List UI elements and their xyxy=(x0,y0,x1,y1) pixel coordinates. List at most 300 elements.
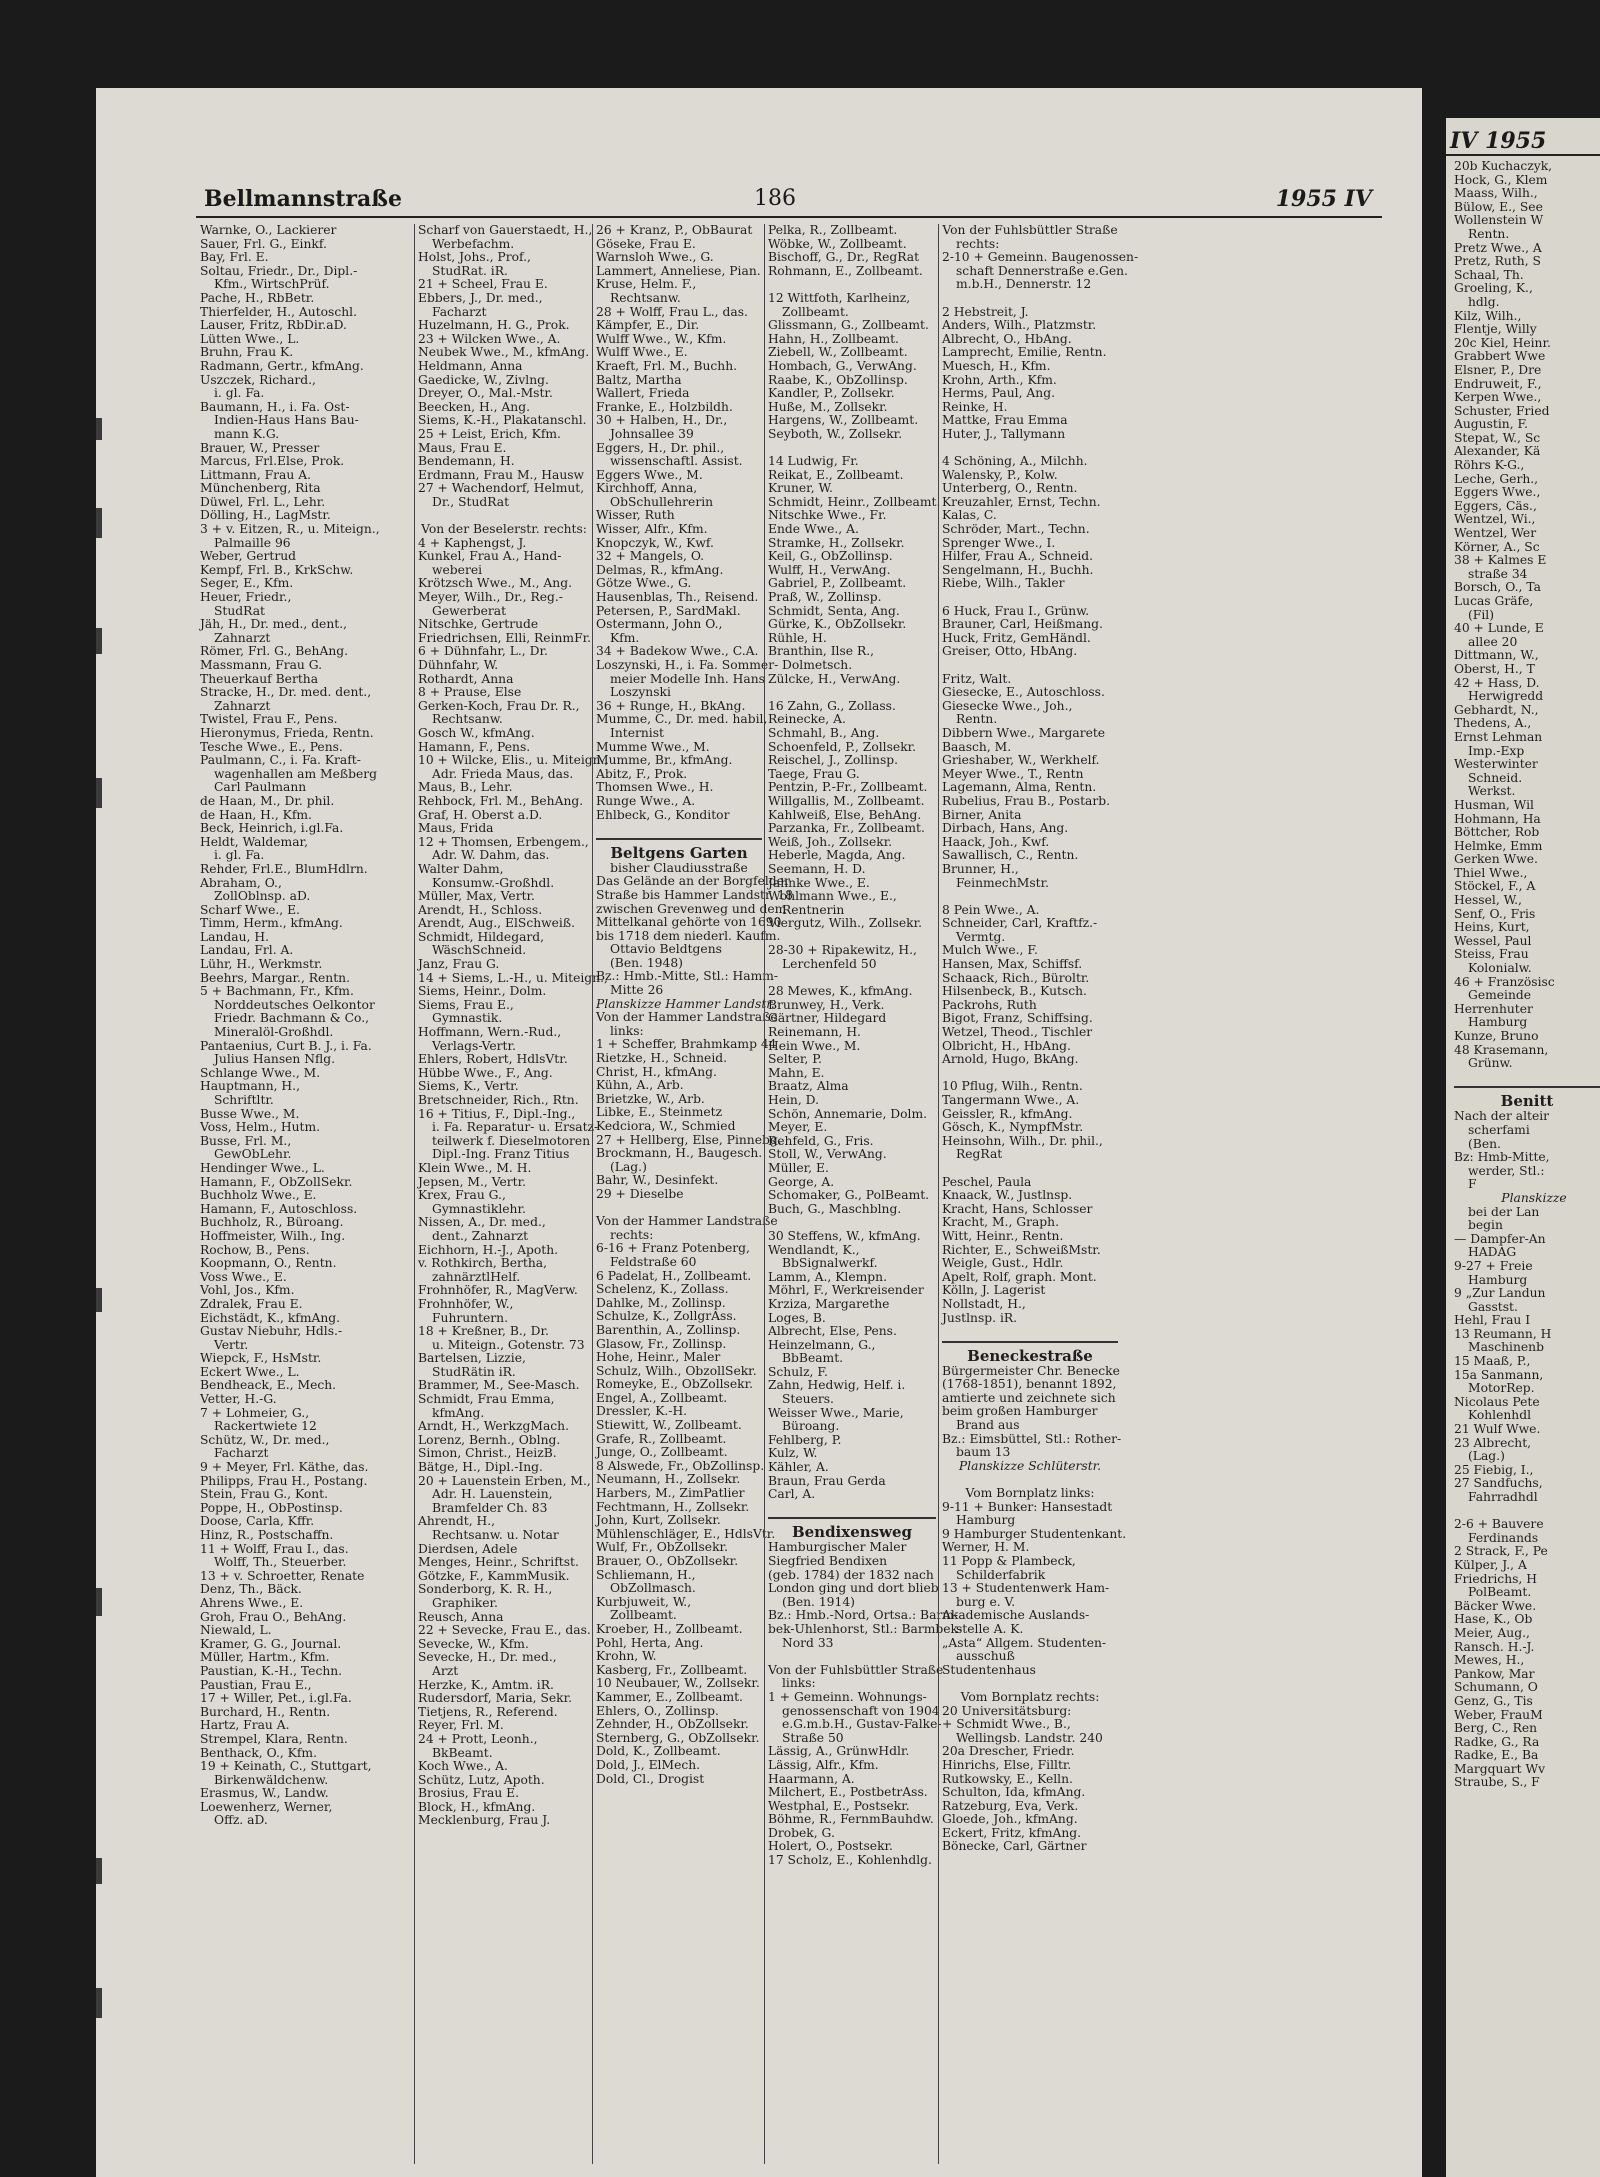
directory-entry: Zdralek, Frau E. xyxy=(200,1296,303,1311)
column-2 xyxy=(418,223,609,2164)
directory-entry: Witt, Heinr., Rentn. xyxy=(942,1228,1064,1243)
margin-mark xyxy=(96,418,102,440)
street-section-heading: Bendixensweg xyxy=(768,1517,936,1541)
directory-entry: Gymnastik. xyxy=(432,1011,503,1026)
directory-entry: 20b Kuchaczyk, xyxy=(1454,159,1553,173)
directory-entry: Studentenhaus xyxy=(942,1662,1036,1677)
directory-entry: Bönecke, Carl, Gärtner xyxy=(942,1839,1087,1854)
directory-entry: Ehlers, O., Zollinsp. xyxy=(596,1703,719,1718)
directory-entry: Fuhruntern. xyxy=(432,1310,509,1325)
directory-entry: Schmidt, Senta, Ang. xyxy=(768,603,900,618)
directory-entry: Schneider, Carl, Kraftfz.- xyxy=(942,916,1098,931)
directory-entry: 11 + Wolff, Frau I., das. xyxy=(200,1541,349,1556)
directory-entry: Huck, Fritz, GemHändl. xyxy=(942,630,1091,645)
directory-entry xyxy=(768,1650,936,1664)
directory-entry: Thiel Wwe., xyxy=(1454,865,1528,880)
directory-entry: Kreuzahler, Ernst, Techn. xyxy=(942,494,1101,509)
directory-entry: Rühle, H. xyxy=(768,630,827,645)
directory-entry: Heldmann, Anna xyxy=(418,358,523,373)
street-section-heading: Benitt xyxy=(1454,1086,1600,1110)
directory-entry: Voss, Helm., Hutm. xyxy=(200,1120,321,1135)
directory-entry: Stöckel, F., A xyxy=(1454,879,1536,894)
directory-entry: Seyboth, W., Zollsekr. xyxy=(768,426,903,441)
directory-entry: Krohn, Arth., Kfm. xyxy=(942,372,1057,387)
directory-entry: bis 1718 dem niederl. Kaufm. xyxy=(596,928,781,943)
directory-entry: Gewerberat xyxy=(432,603,507,618)
directory-entry: Krötzsch Wwe., M., Ang. xyxy=(418,576,572,591)
directory-entry: Mecklenburg, Frau J. xyxy=(418,1813,551,1828)
directory-entry: Pohl, Herta, Ang. xyxy=(596,1635,704,1650)
directory-entry: Thedens, A., xyxy=(1454,716,1532,731)
directory-entry: Dierdsen, Adele xyxy=(418,1541,518,1556)
directory-entry: Vohl, Jos., Kfm. xyxy=(200,1283,295,1298)
directory-entry: Sawallisch, C., Rentn. xyxy=(942,848,1079,863)
directory-entry: 16 + Titius, F., Dipl.-Ing., xyxy=(418,1106,576,1121)
directory-entry: Bäcker Wwe. xyxy=(1454,1598,1537,1613)
directory-entry: Zahnarzt xyxy=(214,630,271,645)
directory-entry: Gärtner, Hildegard xyxy=(768,1011,887,1026)
directory-entry: Frohnhöfer, W., xyxy=(418,1296,514,1311)
directory-entry: Nicolaus Pete xyxy=(1454,1394,1540,1409)
directory-entry: Gustav Niebuhr, Hdls.- xyxy=(200,1324,343,1339)
directory-entry: Heldt, Waldemar, xyxy=(200,834,308,849)
street-section-heading: Beltgens Garten xyxy=(596,838,762,862)
directory-entry: Herms, Paul, Ang. xyxy=(942,386,1055,401)
directory-entry: Oberst, H., T xyxy=(1454,661,1535,676)
directory-entry: Neumann, H., Zollsekr. xyxy=(596,1472,741,1487)
directory-entry: Schelenz, K., Zollass. xyxy=(596,1282,729,1297)
directory-entry: Mumme, C., Dr. med. habil, xyxy=(596,712,768,727)
directory-entry: GewObLehr. xyxy=(214,1147,292,1162)
directory-entry: Grafe, R., Zollbeamt. xyxy=(596,1431,727,1446)
directory-entry: Arnold, Hugo, BkAng. xyxy=(942,1052,1079,1067)
directory-entry: Hoffmann, Wern.-Rud., xyxy=(418,1025,562,1040)
directory-entry: Baasch, M. xyxy=(942,739,1012,754)
directory-entry xyxy=(942,1162,1118,1176)
directory-entry: Facharzt xyxy=(214,1446,269,1461)
directory-entry: Pantaenius, Curt B. J., i. Fa. xyxy=(200,1038,372,1053)
directory-entry xyxy=(942,1067,1118,1081)
directory-entry: Hombach, G., VerwAng. xyxy=(768,358,917,373)
directory-entry: Gerken Wwe. xyxy=(1454,852,1538,867)
directory-entry: Meyer, E. xyxy=(768,1120,828,1135)
directory-entry: 28 Mewes, K., kfmAng. xyxy=(768,984,913,999)
directory-entry: Elsner, P., Dre xyxy=(1454,362,1542,377)
directory-entry: hdlg. xyxy=(1468,294,1500,309)
column-divider xyxy=(938,224,939,2164)
directory-entry: Pankow, Mar xyxy=(1454,1666,1535,1681)
directory-entry: Grünw. xyxy=(1468,1056,1513,1071)
directory-entry: FeinmechMstr. xyxy=(956,875,1050,890)
directory-entry: bei der Lan xyxy=(1468,1204,1540,1219)
directory-entry: Nollstadt, H., xyxy=(942,1296,1026,1311)
directory-entry xyxy=(942,591,1118,605)
directory-entry: 7 + Lohmeier, G., xyxy=(200,1405,310,1420)
directory-entry: Rutkowsky, E., Kelln. xyxy=(942,1771,1073,1786)
directory-entry xyxy=(942,659,1118,673)
directory-entry: Krziza, Margarethe xyxy=(768,1296,890,1311)
directory-entry: de Haan, H., Kfm. xyxy=(200,807,312,822)
directory-entry: Ernst Lehman xyxy=(1454,729,1543,744)
directory-entry: Hinz, R., Postschaffn. xyxy=(200,1528,334,1542)
directory-entry: teilwerk f. Dieselmotoren xyxy=(432,1133,591,1148)
directory-entry: Kfm. xyxy=(610,630,640,645)
directory-entry: Philipps, Frau H., Postang. xyxy=(200,1473,368,1488)
directory-entry: „Asta“ Allgem. Studenten- xyxy=(942,1635,1107,1650)
directory-entry: Theuerkauf Bertha xyxy=(200,671,319,686)
directory-entry: Huzelmann, H. G., Prok. xyxy=(418,318,570,333)
directory-entry: Werner, H. M. xyxy=(942,1540,1030,1555)
directory-entry: i. gl. Fa. xyxy=(214,848,265,863)
directory-entry: Grieshaber, W., Werkhelf. xyxy=(942,753,1100,768)
directory-entry: Hohe, Heinr., Maler xyxy=(596,1350,721,1365)
directory-entry: Strempel, Klara, Rentn. xyxy=(200,1731,348,1746)
directory-entry: 15a Sanmann, xyxy=(1454,1367,1544,1382)
directory-entry: Nach der alteir xyxy=(1454,1109,1550,1124)
directory-entry: 34 + Badekow Wwe., C.A. xyxy=(596,644,759,659)
directory-entry: Timm, Herm., kfmAng. xyxy=(200,916,343,931)
directory-entry: 22 + Sevecke, Frau E., das. xyxy=(418,1623,591,1638)
directory-entry: Bruhn, Frau K. xyxy=(200,345,294,360)
directory-entry: Alexander, Kä xyxy=(1454,444,1541,459)
directory-entry: StudRat xyxy=(214,603,265,618)
directory-entry: Von der Fuhlsbüttler Straße xyxy=(768,1662,944,1677)
directory-entry: BbSignalwerkf. xyxy=(782,1256,878,1271)
directory-entry: 28 + Wolff, Frau L., das. xyxy=(596,304,748,319)
volume: IV xyxy=(1344,186,1372,212)
directory-entry: Lucas Gräfe, xyxy=(1454,594,1534,608)
directory-entry: Herzke, K., Amtm. iR. xyxy=(418,1677,554,1692)
directory-entry: bisher Claudiusstraße xyxy=(610,860,748,875)
directory-entry: Parzanka, Fr., Zollbeamt. xyxy=(768,821,925,836)
directory-entry: Lässig, A., GrünwHdlr. xyxy=(768,1744,910,1759)
directory-entry: Eggers, H., Dr. phil., xyxy=(596,440,725,455)
directory-entry: StudRat. iR. xyxy=(432,263,508,278)
directory-entry: burg e. V. xyxy=(956,1594,1016,1609)
directory-entry: Holert, O., Postsekr. xyxy=(768,1839,893,1854)
directory-entry: Zülcke, H., VerwAng. xyxy=(768,671,901,686)
directory-entry: Rubelius, Frau B., Postarb. xyxy=(942,793,1110,808)
directory-entry: Schaal, Th. xyxy=(1454,267,1524,282)
directory-entry: Herrenhuter xyxy=(1454,1001,1533,1016)
directory-entry: Rohmann, E., Zollbeamt. xyxy=(768,263,923,278)
directory-entry: Kulz, W. xyxy=(768,1446,818,1461)
directory-entry: Gürke, K., ObZollsekr. xyxy=(768,617,907,632)
directory-entry: Von der Fuhlsbüttler Straße xyxy=(942,223,1118,237)
directory-entry: 2 Strack, F., Pe xyxy=(1454,1544,1548,1559)
directory-entry: Uszczek, Richard., xyxy=(200,372,316,387)
directory-entry: Siegfried Bendixen xyxy=(768,1554,888,1568)
directory-entry: 8 Alswede, Fr., ObZollinsp. xyxy=(596,1458,765,1473)
margin-mark xyxy=(96,778,102,808)
directory-entry: Warnsloh Wwe., G. xyxy=(596,250,714,265)
directory-entry: Lorenz, Bernh., Oblng. xyxy=(418,1432,561,1447)
directory-entry: 4 Schöning, A., Milchh. xyxy=(942,454,1088,469)
directory-entry xyxy=(768,686,936,700)
directory-entry: 30 + Halben, H., Dr., xyxy=(596,413,728,428)
directory-entry: Vermtg. xyxy=(956,929,1006,944)
directory-entry: Reikat, E., Zollbeamt. xyxy=(768,467,904,482)
directory-entry: Dipl.-Ing. Franz Titius xyxy=(432,1147,570,1162)
directory-entry: Bätge, H., Dipl.-Ing. xyxy=(418,1460,543,1475)
directory-entry: Genz, G., Tis xyxy=(1454,1693,1533,1708)
directory-entry: Milchert, E., PostbetrAss. xyxy=(768,1785,928,1800)
directory-entry: Ende Wwe., A. xyxy=(768,522,859,537)
directory-entry: Palmaille 96 xyxy=(214,535,291,550)
directory-entry: George, A. xyxy=(768,1174,835,1189)
directory-entry: Gasstst. xyxy=(1468,1299,1518,1314)
directory-entry: 9 Hamburger Studentenkant. xyxy=(942,1526,1127,1541)
directory-entry: Külper, J., A xyxy=(1454,1557,1527,1572)
directory-entry: Doose, Carla, Kffr. xyxy=(200,1514,315,1529)
directory-entry: Ferdinands xyxy=(1468,1530,1539,1545)
directory-entry: Glissmann, G., Zollbeamt. xyxy=(768,318,929,333)
directory-entry: Wulff Wwe., W., Kfm. xyxy=(596,331,727,346)
directory-entry: Gabriel, P., Zollbeamt. xyxy=(768,576,907,591)
directory-entry: scherfami xyxy=(1468,1122,1530,1137)
directory-entry: Lamprecht, Emilie, Rentn. xyxy=(942,345,1107,360)
directory-entry: StudRätin iR. xyxy=(432,1364,516,1379)
directory-entry: Groeling, K., xyxy=(1454,281,1533,296)
directory-entry: Knaack, W., Justlnsp. xyxy=(942,1188,1073,1203)
directory-entry: Jäh, H., Dr. med., dent., xyxy=(200,617,348,632)
directory-entry: Hamann, F., Pens. xyxy=(418,739,531,754)
directory-entry: Delmas, R., kfmAng. xyxy=(596,562,724,577)
directory-entry xyxy=(942,1677,1118,1691)
directory-entry: WäschSchneid. xyxy=(432,943,527,958)
directory-entry: Voss Wwe., E. xyxy=(200,1269,287,1284)
directory-entry: Nord 33 xyxy=(782,1635,834,1650)
directory-entry: Hauptmann, H., xyxy=(200,1079,300,1094)
directory-entry: 2-10 + Gemeinn. Baugenossen- xyxy=(942,250,1139,265)
directory-entry: 13 + Studentenwerk Ham- xyxy=(942,1581,1110,1596)
directory-entry: Zollbeamt. xyxy=(610,1608,677,1623)
directory-entry: Kandler, P., Zollsekr. xyxy=(768,386,895,401)
directory-entry: 48 Krasemann, xyxy=(1454,1042,1549,1057)
directory-entry: Dolmetsch. xyxy=(782,658,853,672)
directory-entry: Dold, J., ElMech. xyxy=(596,1757,701,1772)
directory-entry: 29 + Dieselbe xyxy=(596,1186,684,1201)
column-divider xyxy=(414,224,415,2164)
directory-entry: 6 + Dühnfahr, L., Dr. xyxy=(418,644,548,659)
directory-entry: Von der Hammer Landstraße xyxy=(596,1214,778,1229)
directory-entry: Schriftltr. xyxy=(214,1093,274,1107)
directory-entry: Huter, J., Tallymann xyxy=(942,426,1066,441)
directory-entry: Bartelsen, Lizzie, xyxy=(418,1351,526,1366)
directory-entry: Barenthin, A., Zollinsp. xyxy=(596,1322,741,1337)
adjacent-page xyxy=(1446,118,1600,2177)
directory-entry: Dühnfahr, W. xyxy=(418,658,499,672)
directory-entry: 25 + Leist, Erich, Kfm. xyxy=(418,426,561,441)
directory-entry: Reusch, Anna xyxy=(418,1609,504,1624)
directory-entry: Konsumw.-Großhdl. xyxy=(432,875,555,890)
directory-entry: Göseke, Frau E. xyxy=(596,236,696,251)
directory-entry: rechts: xyxy=(610,1227,654,1242)
directory-entry: Lässig, Alfr., Kfm. xyxy=(768,1757,879,1772)
directory-entry xyxy=(768,1216,936,1230)
directory-entry: 40 + Lunde, E xyxy=(1454,621,1544,636)
directory-entry: Hein, D. xyxy=(768,1093,820,1107)
directory-entry: Christ, H., kfmAng. xyxy=(596,1064,717,1079)
directory-entry: Wulff, H., VerwAng. xyxy=(768,562,891,577)
directory-entry: 5 + Bachmann, Fr., Kfm. xyxy=(200,984,354,999)
directory-entry: Margquart Wv xyxy=(1454,1761,1546,1776)
directory-entry: Eggers, Cäs., xyxy=(1454,498,1537,513)
header-rule xyxy=(196,216,1382,218)
directory-entry: 2 Hebstreit, J. xyxy=(942,304,1029,319)
page-header xyxy=(96,186,1422,216)
directory-entry: Ehlbeck, G., Konditor xyxy=(596,807,730,822)
directory-entry xyxy=(768,972,936,986)
directory-entry: 6 Huck, Frau I., Grünw. xyxy=(942,603,1090,618)
directory-entry: Brietzke, W., Arb. xyxy=(596,1091,705,1106)
directory-entry: Kämpfer, E., Dir. xyxy=(596,318,700,333)
directory-entry: Viergutz, Wilh., Zollsekr. xyxy=(768,916,923,931)
directory-entry: Kilz, Wilh., xyxy=(1454,308,1522,323)
directory-entry: Klein Wwe., M. H. xyxy=(418,1160,532,1175)
directory-entry: Feldstraße 60 xyxy=(610,1254,697,1269)
directory-entry: Schön, Annemarie, Dolm. xyxy=(768,1106,928,1121)
adjacent-page-header: IV 1955 xyxy=(1450,128,1547,154)
directory-entry: Münchenberg, Rita xyxy=(200,481,321,496)
directory-entry: Brammer, M., See-Masch. xyxy=(418,1378,580,1393)
directory-entry: Warnke, O., Lackierer xyxy=(200,223,337,237)
directory-entry: Dirbach, Hans, Ang. xyxy=(942,821,1069,836)
directory-entry: Westphal, E., Postsekr. xyxy=(768,1798,910,1813)
directory-entry: Steuers. xyxy=(782,1392,834,1407)
directory-entry: Schuster, Fried xyxy=(1454,403,1550,418)
directory-entry: 17 Scholz, E., Kohlenhdlg. xyxy=(768,1853,932,1868)
directory-entry: beim großen Hamburger xyxy=(942,1404,1098,1419)
directory-entry: Friedrichs, H xyxy=(1454,1571,1537,1586)
directory-entry: Lütten Wwe., L. xyxy=(200,331,300,346)
directory-entry: Scharf von Gauerstaedt, H., xyxy=(418,223,593,237)
directory-entry: 9 „Zur Landun xyxy=(1454,1286,1546,1301)
directory-entry: Braatz, Alma xyxy=(768,1079,849,1094)
directory-entry: Imp.-Exp xyxy=(1468,743,1525,758)
directory-entry: Wulff Wwe., E. xyxy=(596,345,688,360)
directory-entry: Ahrendt, H., xyxy=(418,1514,496,1529)
directory-entry: Landau, Frl. A. xyxy=(200,943,294,958)
directory-entry: begin xyxy=(1468,1218,1503,1233)
directory-entry: Twistel, Frau F., Pens. xyxy=(200,712,338,727)
directory-entry: Haack, Joh., Kwf. xyxy=(942,834,1050,849)
directory-entry: links: xyxy=(610,1023,644,1038)
directory-entry: Möhrl, F., Werkreisender xyxy=(768,1283,924,1298)
directory-entry: Mattke, Frau Emma xyxy=(942,413,1068,428)
year: 1955 xyxy=(1275,186,1337,212)
directory-entry: Sonderborg, K. R. H., xyxy=(418,1582,553,1597)
directory-entry: Rochow, B., Pens. xyxy=(200,1242,310,1257)
directory-entry: Bischoff, G., Dr., RegRat xyxy=(768,250,920,265)
directory-entry: 1 + Scheffer, Brahmkamp 44 xyxy=(596,1037,777,1052)
directory-entry: Gemeinde xyxy=(1468,988,1532,1003)
directory-entry: Loszynski xyxy=(610,685,671,700)
directory-entry: Petersen, P., SardMakl. xyxy=(596,603,741,618)
directory-entry: Heins, Kurt, xyxy=(1454,920,1530,935)
directory-entry: Nissen, A., Dr. med., xyxy=(418,1215,546,1230)
directory-entry: RegRat xyxy=(956,1147,1003,1162)
margin-mark xyxy=(96,628,102,654)
directory-entry: Fechtmann, H., Zollsekr. xyxy=(596,1499,750,1514)
directory-entry: Hendinger Wwe., L. xyxy=(200,1160,325,1175)
directory-entry: Brunner, H., xyxy=(942,861,1019,876)
directory-entry: Branthin, Ilse R., xyxy=(768,644,875,659)
directory-entry: Raabe, K., ObZollinsp. xyxy=(768,372,908,387)
directory-entry: Massmann, Frau G. xyxy=(200,658,323,672)
directory-entry: Werkst. xyxy=(1468,784,1516,799)
directory-entry: Haarmann, A. xyxy=(768,1771,855,1786)
directory-entry: Kühn, A., Arb. xyxy=(596,1078,684,1093)
directory-entry: Koch Wwe., A. xyxy=(418,1759,508,1774)
directory-entry: Dahlke, M., Zollinsp. xyxy=(596,1295,726,1310)
directory-entry: Erdmann, Frau M., Hausw xyxy=(418,467,585,482)
directory-entry: Stoll, W., VerwAng. xyxy=(768,1147,887,1162)
directory-entry: de Haan, M., Dr. phil. xyxy=(200,793,335,808)
directory-entry: Schulton, Ida, kfmAng. xyxy=(942,1785,1086,1800)
directory-entry: Huße, M., Zollsekr. xyxy=(768,399,888,414)
directory-entry: 36 + Runge, H., BkAng. xyxy=(596,698,746,713)
directory-entry: Arndt, H., WerkzgMach. xyxy=(418,1419,569,1434)
directory-entry: Kähler, A. xyxy=(768,1460,829,1475)
directory-entry: Adr. W. Dahm, das. xyxy=(432,848,550,863)
directory-entry: Frohnhöfer, R., MagVerw. xyxy=(418,1283,578,1298)
column-divider xyxy=(764,224,765,2164)
directory-entry: Müller, Hartm., Kfm. xyxy=(200,1650,330,1665)
directory-entry: Wentzel, Wi., xyxy=(1454,512,1536,527)
directory-entry: Kohlenhdl xyxy=(1468,1408,1532,1423)
directory-entry: Rentn. xyxy=(1468,226,1510,241)
directory-entry: wissenschaftl. Assist. xyxy=(610,454,743,469)
directory-entry: Von der Hammer Landstraße xyxy=(596,1010,778,1025)
directory-entry: Gösch, K., NympfMstr. xyxy=(942,1120,1084,1135)
directory-entry: i. Fa. Reparatur- u. Ersatz- xyxy=(432,1120,599,1135)
directory-entry: (geb. 1784) der 1832 nach xyxy=(768,1567,934,1582)
directory-entry: Mumme, Br., kfmAng. xyxy=(596,753,733,768)
directory-entry: Kempf, Frl. B., KrkSchw. xyxy=(200,562,354,577)
directory-entry: Schaack, Rich., Büroltr. xyxy=(942,970,1090,985)
directory-entry: Wollenstein W xyxy=(1454,213,1544,228)
directory-entry: Dölling, H., LagMstr. xyxy=(200,508,331,523)
directory-entry: Westerwinter xyxy=(1454,757,1538,772)
directory-entry: 4 + Kaphengst, J. xyxy=(418,535,527,550)
directory-entry: Eggers Wwe., M. xyxy=(596,467,703,482)
directory-entry: John, Kurt, Zollsekr. xyxy=(596,1513,721,1528)
directory-entry xyxy=(596,1202,762,1216)
directory-entry: Schneid. xyxy=(1468,770,1523,785)
directory-entry: Kunkel, Frau A., Hand- xyxy=(418,549,562,564)
directory-entry: Mewes, H., xyxy=(1454,1653,1525,1668)
directory-entry: schaft Dennerstraße e.Gen. xyxy=(956,263,1128,278)
directory-entry: Brockmann, H., Baugesch. xyxy=(596,1146,763,1161)
directory-entry: Muesch, H., Kfm. xyxy=(942,358,1051,373)
directory-entry: links: xyxy=(782,1676,816,1691)
directory-entry: Pelka, R., Zollbeamt. xyxy=(768,223,898,237)
directory-entry: 13 Reumann, H xyxy=(1454,1326,1552,1341)
directory-entry: Wessel, Paul xyxy=(1454,933,1532,948)
directory-entry xyxy=(768,931,936,945)
directory-entry: Knopczyk, W., Kwf. xyxy=(596,535,714,550)
directory-entry: Wisser, Ruth xyxy=(596,508,675,523)
directory-entry: 15 Maaß, P., xyxy=(1454,1354,1531,1369)
directory-entry: Keil, G., ObZollinsp. xyxy=(768,549,893,564)
directory-entry: Kruse, Helm. F., xyxy=(596,277,697,292)
directory-entry: 28-30 + Ripakewitz, H., xyxy=(768,943,917,958)
directory-entry: 20a Drescher, Friedr. xyxy=(942,1744,1075,1759)
directory-entry: Kroeber, H., Zollbeamt. xyxy=(596,1621,743,1636)
directory-entry: (Lag.) xyxy=(610,1159,647,1174)
directory-entry: Ebbers, J., Dr. med., xyxy=(418,290,543,305)
